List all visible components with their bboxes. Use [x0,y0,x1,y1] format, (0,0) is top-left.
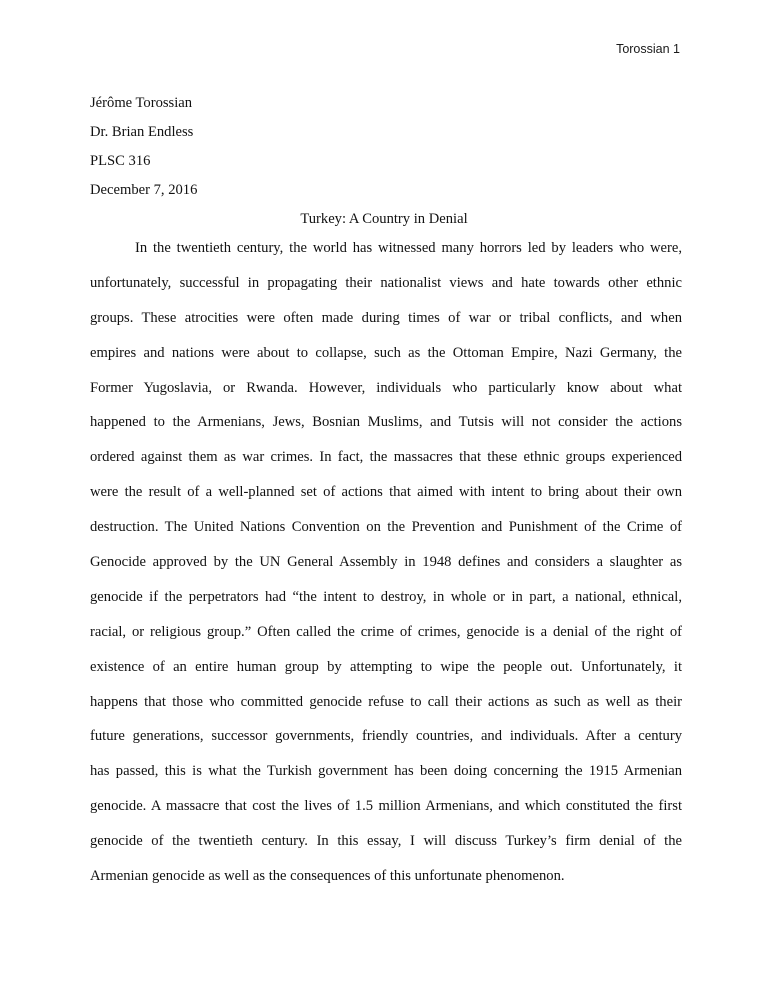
paragraph-line: genocide of the twentieth century. In this essay, I will discuss Turkey’s firm denial of the [90,833,682,850]
paragraph-line: destruction. The United Nations Convention on the Prevention and Punishment of the Crime of [90,519,682,536]
paragraph-line: ordered against them as war crimes. In fact, the massacres that these ethnic groups experienced [90,449,682,466]
paragraph-line: has passed, this is what the Turkish government has been doing concerning the 1915 Armenian [90,763,682,780]
paragraph-line: genocide if the perpetrators had “the intent to destroy, in whole or in part, a national, ethnical, [90,588,682,605]
paragraph-line: genocide. A massacre that cost the lives of 1.5 million Armenians, and which constituted the first [90,798,682,815]
running-head: Torossian 1 [616,42,680,56]
paragraph-line: In the twentieth century, the world has witnessed many horrors led by leaders who were, [135,240,682,256]
paragraph-line: unfortunately, successful in propagating their nationalist views and hate towards other ethnic [90,274,682,291]
course-code: PLSC 316 [90,153,151,169]
instructor-name: Dr. Brian Endless [90,124,194,140]
paragraph-line: Genocide approved by the UN General Assembly in 1948 defines and considers a slaughter as [90,554,682,571]
paragraph-line: were the result of a well-planned set of actions that aimed with intent to bring about their own [90,484,682,501]
paragraph-line: Armenian genocide as well as the consequences of this unfortunate phenomenon. [90,868,565,885]
essay-title: Turkey: A Country in Denial [300,211,468,227]
author-name: Jérôme Torossian [90,95,193,111]
paragraph-line: racial, or religious group.” Often called the crime of crimes, genocide is a denial of the right of [90,623,682,640]
paragraph-line: existence of an entire human group by attempting to wipe the people out. Unfortunately, it [90,658,682,675]
essay-paragraph [90,234,682,897]
paragraph-line: future generations, successor governments, friendly countries, and individuals. After a century [90,728,682,745]
paragraph-line: happens that those who committed genocide refuse to call their actions as such as well as their [90,693,682,710]
paragraph-line: Former Yugoslavia, or Rwanda. However, individuals who particularly know about what [90,379,682,396]
mla-header [90,89,680,205]
paragraph-line: empires and nations were about to collapse, such as the Ottoman Empire, Nazi Germany, the [90,344,682,361]
document-date: December 7, 2016 [90,182,198,198]
paragraph-line: groups. These atrocities were often made during times of war or tribal conflicts, and when [90,309,682,326]
paragraph-line: happened to the Armenians, Jews, Bosnian Muslims, and Tutsis will not consider the actions [90,414,682,431]
